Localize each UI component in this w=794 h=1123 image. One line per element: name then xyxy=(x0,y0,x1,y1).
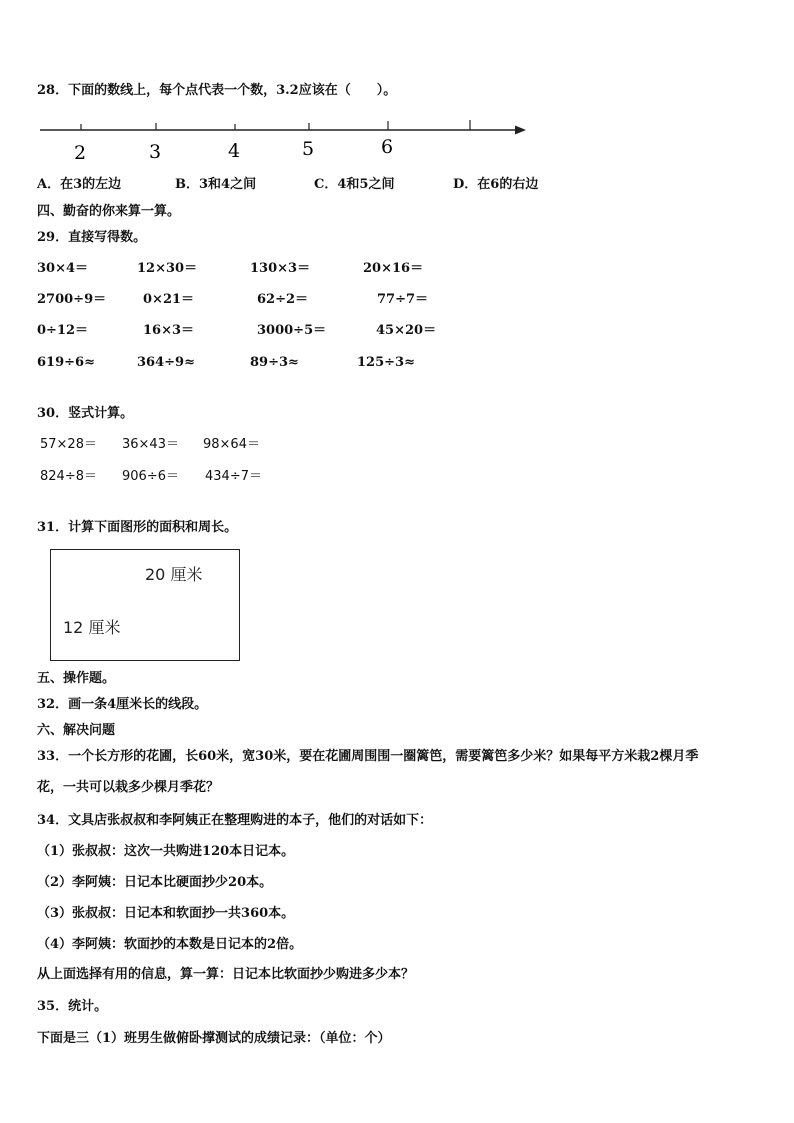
question-35-text: 下面是三（1）班男生做俯卧撑测试的成绩记录：（单位：个） xyxy=(37,1031,391,1046)
calc-item: 89÷3≈ xyxy=(250,355,299,370)
question-34-question: 从上面选择有用的信息，算一算：日记本比软面抄少购进多少本？ xyxy=(37,967,415,982)
vertical-calc-item: 98×64＝ xyxy=(203,437,260,452)
calc-item: 130×3＝ xyxy=(250,261,311,276)
calc-item: 30×4＝ xyxy=(37,261,89,276)
question-35-title: 35．统计。 xyxy=(37,999,108,1014)
calc-item: 3000÷5＝ xyxy=(257,323,327,338)
calc-item: 62÷2＝ xyxy=(257,292,309,307)
calc-item: 619÷6≈ xyxy=(37,355,95,370)
calc-item: 16×3＝ xyxy=(143,323,195,338)
rectangle-width-label: 20 厘米 xyxy=(145,565,203,584)
option-d: D．在6的右边 xyxy=(453,177,539,192)
calc-item: 125÷3≈ xyxy=(357,355,415,370)
tick-label: 6 xyxy=(380,136,394,158)
dialogue-item: （4）李阿姨：软面抄的本数是日记本的2倍。 xyxy=(37,937,303,952)
dialogue-item: （2）李阿姨：日记本比硬面抄少20本。 xyxy=(37,875,273,890)
option-a: A．在3的左边 xyxy=(37,177,122,192)
tick-label: 3 xyxy=(148,141,162,163)
calc-item: 0×21＝ xyxy=(143,292,195,307)
question-31-title: 31．计算下面图形的面积和周长。 xyxy=(37,520,238,535)
option-b: B．3和4之间 xyxy=(175,177,257,192)
question-29-title: 29．直接写得数。 xyxy=(37,230,147,245)
question-32: 32．画一条4厘米长的线段。 xyxy=(37,697,208,712)
calc-item: 45×20＝ xyxy=(376,323,437,338)
calc-item: 20×16＝ xyxy=(363,261,424,276)
tick-label: 4 xyxy=(227,140,241,162)
vertical-calc-item: 57×28＝ xyxy=(40,437,97,452)
question-30-title: 30．竖式计算。 xyxy=(37,406,134,421)
dialogue-item: （3）张叔叔：日记本和软面抄一共360本。 xyxy=(37,906,295,921)
rectangle-figure xyxy=(50,549,240,661)
section-heading-5: 五、操作题。 xyxy=(37,671,116,686)
calc-item: 12×30＝ xyxy=(137,261,198,276)
vertical-calc-item: 36×43＝ xyxy=(122,437,179,452)
section-heading-6: 六、解决问题 xyxy=(37,723,116,738)
number-line-arrow xyxy=(515,126,526,135)
vertical-calc-item: 824÷8＝ xyxy=(40,469,97,484)
number-line xyxy=(30,112,530,164)
calc-item: 364÷9≈ xyxy=(137,355,195,370)
vertical-calc-item: 434÷7＝ xyxy=(205,469,262,484)
calc-item: 2700÷9＝ xyxy=(37,292,107,307)
calc-item: 77÷7＝ xyxy=(377,292,429,307)
dialogue-item: （1）张叔叔：这次一共购进120本日记本。 xyxy=(37,844,295,859)
rectangle-height-label: 12 厘米 xyxy=(63,618,121,637)
question-28: 28．下面的数线上，每个点代表一个数，3.2应该在（ ）。 xyxy=(37,83,397,98)
tick-label: 5 xyxy=(301,138,315,160)
section-heading-4: 四、勤奋的你来算一算。 xyxy=(37,204,181,219)
question-34-title: 34．文具店张叔叔和李阿姨正在整理购进的本子，他们的对话如下： xyxy=(37,813,433,828)
question-33-line-2: 花，一共可以栽多少棵月季花？ xyxy=(37,780,220,795)
vertical-calc-item: 906÷6＝ xyxy=(122,469,179,484)
option-c: C．4和5之间 xyxy=(314,177,395,192)
tick-label: 2 xyxy=(73,142,87,164)
question-33-line-1: 33．一个长方形的花圃，长60米，宽30米，要在花圃周围围一圈篱笆，需要篱笆多少米？如果每平方米栽2棵月季 xyxy=(37,749,699,764)
calc-item: 0÷12＝ xyxy=(37,323,89,338)
